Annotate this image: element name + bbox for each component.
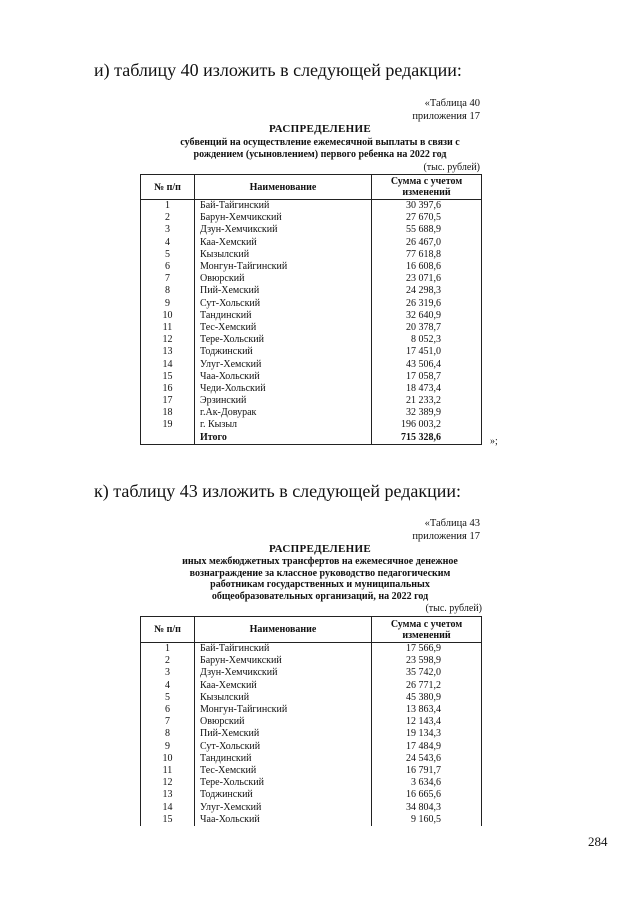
table-row [141, 346, 482, 358]
table-row [141, 371, 482, 383]
table-row [141, 358, 482, 370]
row-name: Каа-Хемский [195, 680, 372, 692]
total-value: 715 328,6 [372, 432, 482, 445]
table-40-title: РАСПРЕДЕЛЕНИЕ [269, 123, 371, 135]
column-header-sum [372, 617, 482, 643]
row-name: Тандинский [195, 753, 372, 765]
row-value: 9 160,5 [372, 814, 482, 826]
row-number: 2 [141, 212, 195, 224]
row-number: 15 [141, 814, 195, 826]
row-number: 6 [141, 704, 195, 716]
sum-header-line1: Сумма с учетом [390, 176, 463, 187]
row-value: 12 143,4 [372, 716, 482, 728]
row-name: Пий-Хемский [195, 728, 372, 740]
total-label: Итого [195, 432, 372, 445]
row-name: Тандинский [195, 310, 372, 322]
table-43 [140, 616, 482, 826]
row-name: Чеди-Хольский [195, 383, 372, 395]
row-name: Сут-Хольский [195, 741, 372, 753]
table-row [141, 704, 482, 716]
sum-header-line2: изменений [402, 187, 451, 198]
table-header-row [141, 617, 482, 643]
row-name: Дзун-Хемчикский [195, 224, 372, 236]
row-value: 32 640,9 [372, 310, 482, 322]
row-name: Тес-Хемский [195, 765, 372, 777]
table-43-title: РАСПРЕДЕЛЕНИЕ [269, 543, 371, 555]
table-ref-line1: «Таблица 40 [424, 98, 480, 109]
row-number: 1 [141, 643, 195, 656]
table-row [141, 407, 482, 419]
page-number: 284 [588, 834, 608, 849]
row-name: Сут-Хольский [195, 298, 372, 310]
table-40 [140, 174, 482, 445]
table-40-subtitle [130, 137, 510, 160]
row-name: Улуг-Хемский [195, 801, 372, 813]
row-name: Каа-Хемский [195, 237, 372, 249]
table-row [141, 224, 482, 236]
sum-header-line1: Сумма с учетом [390, 618, 463, 630]
row-number: 4 [141, 237, 195, 249]
row-number: 19 [141, 419, 195, 431]
table-row [141, 716, 482, 728]
row-name: Эрзинский [195, 395, 372, 407]
row-name: Тере-Хольский [195, 334, 372, 346]
row-value: 34 804,3 [372, 801, 482, 813]
row-value: 26 467,0 [372, 237, 482, 249]
table-row [141, 643, 482, 656]
total-number-cell [141, 432, 195, 445]
row-number: 1 [141, 200, 195, 213]
row-value: 17 566,9 [372, 643, 482, 656]
row-number: 9 [141, 298, 195, 310]
row-name: Тоджинский [195, 346, 372, 358]
table-row [141, 200, 482, 213]
row-value: 16 791,7 [372, 765, 482, 777]
column-header-name: Наименование [195, 617, 372, 643]
row-value: 27 670,5 [372, 212, 482, 224]
table-43-reference [380, 517, 480, 543]
row-name: Барун-Хемчикский [195, 655, 372, 667]
row-value: 26 319,6 [372, 298, 482, 310]
row-name: Бай-Тайгинский [195, 643, 372, 656]
column-header-number: № п/п [141, 617, 195, 643]
table-total-row [141, 432, 482, 445]
row-number: 15 [141, 371, 195, 383]
table-row [141, 741, 482, 753]
row-name: Барун-Хемчикский [195, 212, 372, 224]
row-name: Улуг-Хемский [195, 358, 372, 370]
row-value: 35 742,0 [372, 667, 482, 679]
table-row [141, 249, 482, 261]
row-value: 196 003,2 [372, 419, 482, 431]
section-k-heading: к) таблицу 43 изложить в следующей редакции: [94, 481, 462, 501]
row-number: 2 [141, 655, 195, 667]
row-value: 17 484,9 [372, 741, 482, 753]
row-number: 10 [141, 310, 195, 322]
table-row [141, 680, 482, 692]
row-value: 17 451,0 [372, 346, 482, 358]
table-row [141, 298, 482, 310]
row-number: 4 [141, 680, 195, 692]
row-name: Бай-Тайгинский [195, 200, 372, 213]
row-number: 13 [141, 789, 195, 801]
row-number: 11 [141, 765, 195, 777]
table-row [141, 801, 482, 813]
row-number: 12 [141, 334, 195, 346]
row-number: 10 [141, 753, 195, 765]
table-40-reference [380, 97, 480, 123]
table-row [141, 322, 482, 334]
row-name: Пий-Хемский [195, 285, 372, 297]
row-name: Тоджинский [195, 789, 372, 801]
row-name: Чаа-Хольский [195, 371, 372, 383]
row-value: 13 863,4 [372, 704, 482, 716]
row-number: 3 [141, 667, 195, 679]
table-row [141, 789, 482, 801]
row-number: 5 [141, 249, 195, 261]
column-header-sum [372, 175, 482, 200]
row-name: Дзун-Хемчикский [195, 667, 372, 679]
table-row [141, 814, 482, 826]
table-row [141, 273, 482, 285]
table-row [141, 395, 482, 407]
table-row [141, 765, 482, 777]
table-row [141, 237, 482, 249]
row-number: 7 [141, 716, 195, 728]
row-name: г. Кызыл [195, 419, 372, 431]
section-i-heading: и) таблицу 40 изложить в следующей редакции: [94, 60, 462, 80]
row-value: 32 389,9 [372, 407, 482, 419]
table-43-units: (тыс. рублей) [425, 603, 482, 614]
row-number: 12 [141, 777, 195, 789]
subtitle-line3: работникам государственных и муниципальных [210, 579, 430, 590]
table-row [141, 261, 482, 273]
row-value: 24 543,6 [372, 753, 482, 765]
row-value: 16 608,6 [372, 261, 482, 273]
row-value: 16 665,6 [372, 789, 482, 801]
closing-quote: »; [490, 436, 498, 447]
row-number: 14 [141, 801, 195, 813]
row-value: 45 380,9 [372, 692, 482, 704]
row-value: 19 134,3 [372, 728, 482, 740]
row-name: Овюрский [195, 716, 372, 728]
row-number: 16 [141, 383, 195, 395]
row-number: 5 [141, 692, 195, 704]
table-row [141, 419, 482, 431]
subtitle-line1: субвенций на осуществление ежемесячной выплаты в связи с [180, 137, 460, 148]
table-header-row [141, 175, 482, 200]
row-value: 21 233,2 [372, 395, 482, 407]
row-name: Монгун-Тайгинский [195, 704, 372, 716]
sum-header-line2: изменений [402, 629, 451, 641]
table-ref-line2: приложения 17 [412, 111, 480, 122]
row-value: 20 378,7 [372, 322, 482, 334]
column-header-name: Наименование [195, 175, 372, 200]
table-row [141, 212, 482, 224]
row-name: Кызылский [195, 692, 372, 704]
table-row [141, 692, 482, 704]
table-40-units: (тыс. рублей) [423, 162, 480, 173]
row-name: г.Ак-Довурак [195, 407, 372, 419]
table-ref-line2: приложения 17 [412, 531, 480, 542]
row-number: 8 [141, 728, 195, 740]
table-row [141, 777, 482, 789]
table-row [141, 334, 482, 346]
row-name: Монгун-Тайгинский [195, 261, 372, 273]
table-row [141, 753, 482, 765]
row-value: 24 298,3 [372, 285, 482, 297]
row-name: Чаа-Хольский [195, 814, 372, 826]
row-name: Овюрский [195, 273, 372, 285]
row-value: 77 618,8 [372, 249, 482, 261]
subtitle-line2: рождением (усыновлением) первого ребенка на 2022 год [193, 148, 447, 160]
row-number: 7 [141, 273, 195, 285]
subtitle-line2: вознаграждение за классное руководство педагогическим [189, 567, 451, 579]
row-number: 9 [141, 741, 195, 753]
row-value: 3 634,6 [372, 777, 482, 789]
table-row [141, 728, 482, 740]
table-row [141, 667, 482, 679]
subtitle-line1: иных межбюджетных трансфертов на ежемесячное денежное [182, 556, 458, 567]
row-name: Тес-Хемский [195, 322, 372, 334]
table-row [141, 383, 482, 395]
table-43-subtitle [130, 556, 510, 602]
row-number: 3 [141, 224, 195, 236]
row-value: 18 473,4 [372, 383, 482, 395]
row-value: 8 052,3 [372, 334, 482, 346]
row-value: 17 058,7 [372, 371, 482, 383]
row-name: Тере-Хольский [195, 777, 372, 789]
row-number: 6 [141, 261, 195, 273]
row-number: 14 [141, 358, 195, 370]
row-value: 23 598,9 [372, 655, 482, 667]
row-value: 55 688,9 [372, 224, 482, 236]
row-value: 30 397,6 [372, 200, 482, 213]
row-number: 17 [141, 395, 195, 407]
row-number: 13 [141, 346, 195, 358]
table-row [141, 655, 482, 667]
table-row [141, 310, 482, 322]
row-number: 11 [141, 322, 195, 334]
subtitle-line4: общеобразовательных организаций, на 2022 год [211, 590, 429, 602]
table-ref-line1: «Таблица 43 [424, 518, 480, 529]
row-number: 18 [141, 407, 195, 419]
row-number: 8 [141, 285, 195, 297]
row-value: 26 771,2 [372, 680, 482, 692]
row-value: 43 506,4 [372, 358, 482, 370]
row-value: 23 071,6 [372, 273, 482, 285]
row-name: Кызылский [195, 249, 372, 261]
column-header-number: № п/п [141, 175, 195, 200]
table-row [141, 285, 482, 297]
